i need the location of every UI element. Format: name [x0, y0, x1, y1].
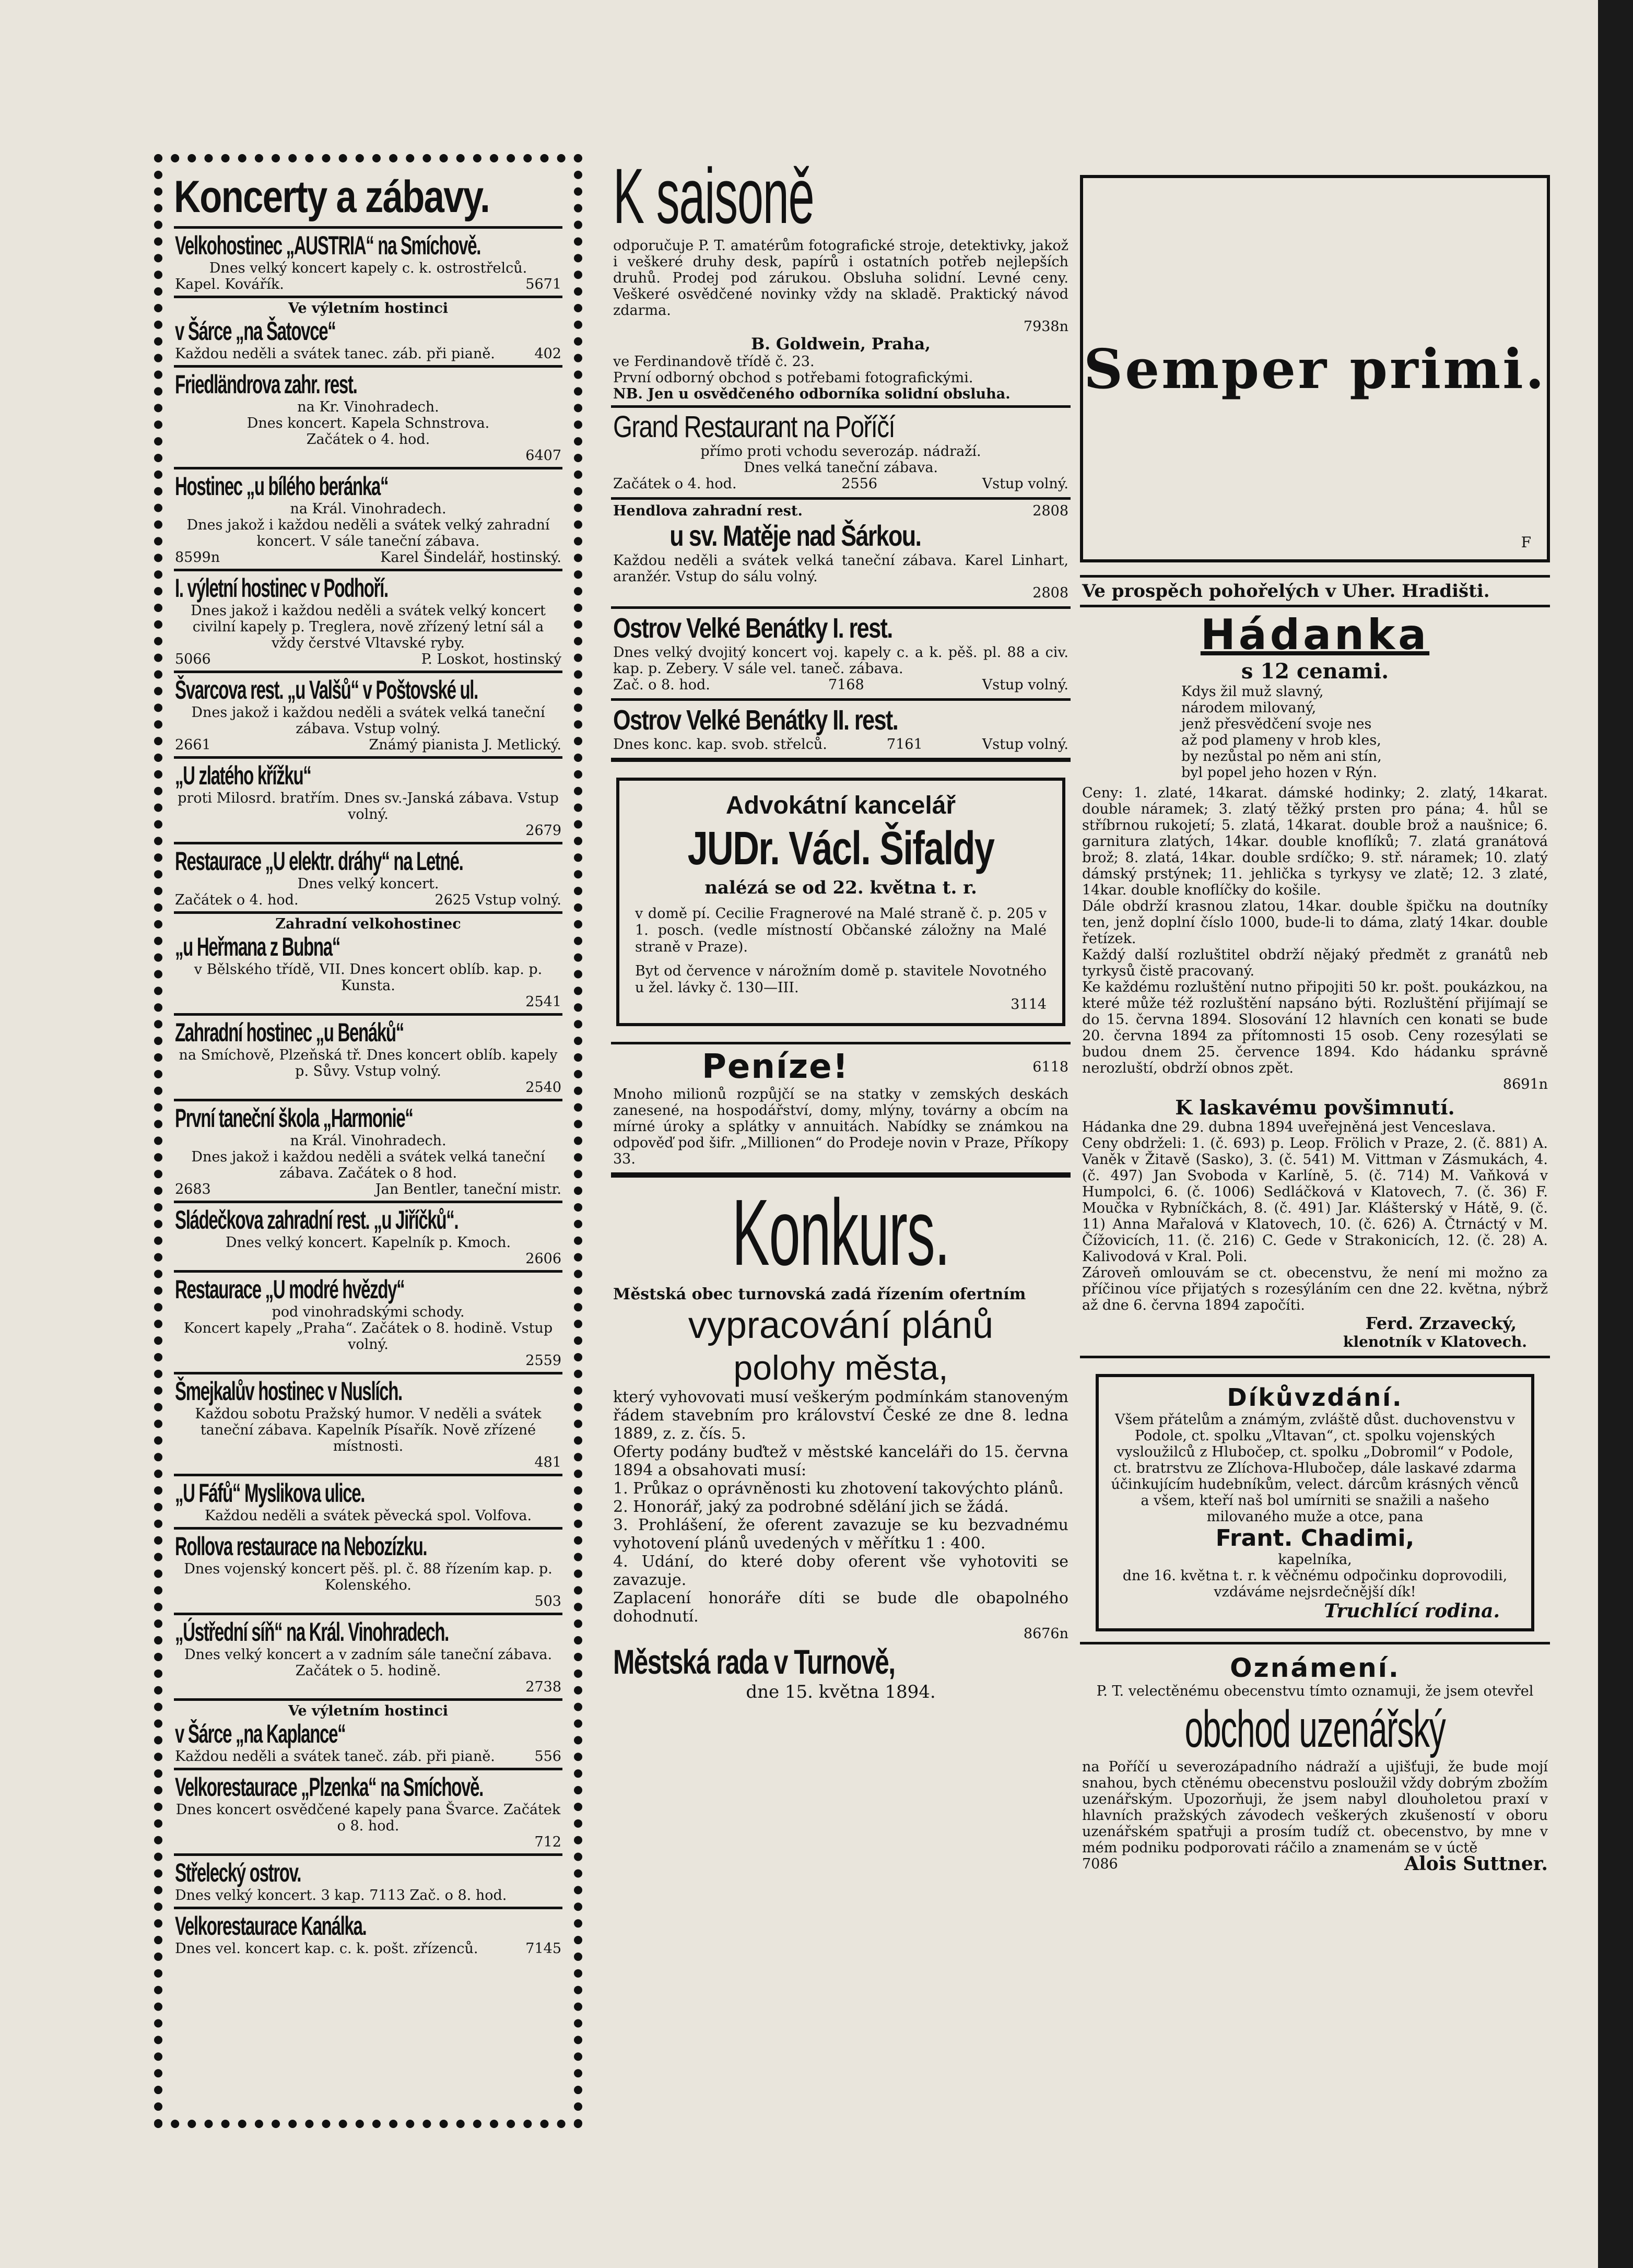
advocate-name: JUDr. Václ. Šifaldy	[687, 822, 994, 875]
concert-ad	[174, 368, 562, 469]
concert-title: „U Fáfů“ Myslikova ulice.	[175, 1478, 365, 1508]
concert-ad	[174, 571, 562, 673]
penize-title: Peníze!	[702, 1048, 849, 1086]
concert-footer-left: Začátek o 4. hod.	[175, 892, 299, 908]
concert-footer-left: 2661	[175, 737, 211, 753]
dik-name: Frant. Chadimi,	[1215, 1525, 1415, 1552]
concert-title: Velkorestaurace Kanálka.	[175, 1911, 367, 1941]
concert-ad	[174, 229, 562, 298]
concert-title: Sládečkova zahradní rest. „u Jiříčků“.	[175, 1205, 459, 1235]
konkurs-p3: Zaplacení honoráře díti se bude dle obapolného dohodnutí.	[613, 1589, 1068, 1626]
hadanka-ad	[1080, 607, 1550, 1358]
concert-footer-right: 556	[534, 1748, 561, 1765]
grand-start: Začátek o 4. hod.	[613, 476, 737, 492]
dik-sign: Truchlící rodina.	[1324, 1600, 1500, 1622]
grand-line-1: přímo proti vchodu severozáp. nádraží.	[700, 443, 981, 460]
concert-ad	[174, 844, 562, 914]
concert-footer-left: Dnes vel. koncert kap. c. k. pošt. zřízenců.	[175, 1941, 478, 1957]
ostrov-2-num: 7161	[886, 736, 923, 753]
advocate-heading: Advokátní kancelář	[725, 792, 956, 819]
concert-footer	[175, 822, 561, 839]
poem-line-6: byl popel jeho hozen v Rýn.	[1181, 765, 1378, 781]
ozn-footer	[1082, 1853, 1548, 1875]
penize-text: Mnoho milionů rozpůjčí se na statky v zemských deskách zanesené, na hospodářství, domy, mlýny, továrny a obcím na mírné úroky a splátky v annuitách. Nabídky se známkou na odpověď pod šifr. „Millionen“ do Prodeje novin v Praze, Příkopy 33.	[613, 1086, 1068, 1167]
concert-title: I. výletní hostinec v Podhoří.	[175, 573, 388, 603]
ostrov-1-start: Zač. o 8. hod.	[613, 677, 710, 693]
concert-ad	[174, 673, 562, 759]
ostrov-1-entry: Vstup volný.	[982, 677, 1068, 693]
concert-footer-right: Jan Bentler, taneční mistr.	[375, 1181, 561, 1197]
hendl-header	[613, 503, 1068, 519]
concert-footer	[175, 1748, 561, 1765]
hadanka-sign-1: Ferd. Zrzavecký,	[1365, 1313, 1517, 1333]
penize-num: 6118	[1032, 1059, 1068, 1075]
konkurs-item-1: 1. Průkaz o oprávněnosti ku zhotovení takovýchto plánů.	[613, 1479, 1064, 1498]
hadanka-kezde: Ke každému rozluštění nutno připojiti 50 kr. pošt. poukázkou, na které může též rozluštění napsáno býti. Rozluštění přijímají se do 15. června 1894. Slosování 12 hlavních cen konati se bude 20. června 1894 za přítomnosti 15 osob. Ceny rozesýlati se budou dnem 25. července 1894. Kdo hádanku správně nerozluští, obdrží obnos zpět.	[1082, 979, 1548, 1076]
saison-ad	[611, 154, 1071, 408]
hendl-num-2: 2808	[1032, 585, 1068, 601]
konkurs-h1: vypracování plánů	[688, 1305, 994, 1346]
concert-line: Dnes velký koncert.	[297, 876, 439, 892]
hadanka-title: Hádanka	[1200, 610, 1430, 659]
dik-text-2: dne 16. května t. r. k věčnému odpočinku doprovodili, vzdáváme nejsrdečnější dík!	[1122, 1568, 1508, 1600]
saison-text: odporučuje P. T. amatérům fotografické stroje, detektivky, jakož i veškeré druhy desk, papírů i ostatních potřeb nejlepších druhů. Prodej pod zárukou. Obsluha solidní. Levné ceny. Veškeré osvědčené novinky vždy na skladě. Praktický návod zdarma.	[613, 238, 1068, 319]
concert-footer-right: 5671	[525, 276, 561, 292]
oznameni-ad	[1080, 1642, 1550, 1877]
concert-footer	[175, 448, 561, 464]
concert-footer-right: 481	[534, 1454, 561, 1471]
concert-ad	[174, 1701, 562, 1770]
advocate-sub: nalézá se od 22. května t. r.	[704, 877, 977, 898]
concert-line: Dnes velký koncert a v zadním sále taneční zábava. Začátek o 5. hodině.	[184, 1647, 553, 1679]
saison-note: První odborný obchod s potřebami fotografickými.	[613, 370, 973, 386]
hadanka-num: 8691n	[1502, 1076, 1548, 1092]
concert-ad	[174, 1530, 562, 1615]
hadanka-kazdy: Každý další rozluštitel obdrží nějaký předmět z granátů neb tyrkysů čistě pracovaný.	[1082, 947, 1548, 979]
saison-nb: NB. Jen u osvědčeného odborníka solidní obsluha.	[613, 386, 1011, 402]
hadanka-ceny: Ceny: 1. zlaté, 14karat. dámské hodinky; 2. zlatý, 14karat. double náramek; 3. zlatý těžký prsten pro pána; 4. hůl se stříbrnou rukojetí; 5. zlatá, 14karat. double brož a naušnice; 6. garnitura zlatých, 14kar. double knoflíků; 7. zlatá granátová brož; 8. zlatá, 14kar. double srdíčko; 9. stř. náramek; 10. zlatý dámský prstýnek; 11. jehlička s tyrkysy ve zlatě; 12. 3 zlaté, 14kar. double knoflíčky do košile.	[1082, 785, 1548, 898]
concert-footer	[175, 994, 561, 1010]
concert-ad	[174, 1476, 562, 1530]
concert-footer	[175, 1593, 561, 1609]
concert-ad	[174, 1374, 562, 1476]
concert-line: Dnes vojenský koncert pěš. pl. č. 88 řízením kap. p. Kolenského.	[184, 1561, 553, 1593]
concert-title: v Šárce „na Kaplance“	[175, 1719, 346, 1748]
grand-title: Grand Restaurant na Poříčí	[613, 410, 895, 444]
concert-title: Restaurace „U elektr. dráhy“ na Letné.	[175, 847, 463, 876]
concerts-header: Koncerty a zábavy.	[174, 172, 562, 229]
ostrov-2-ad	[611, 701, 1071, 762]
concert-footer-right: 712	[534, 1834, 561, 1850]
konkurs-date: dne 15. května 1894.	[746, 1682, 936, 1702]
concert-footer-right: P. Loskot, hostinský	[421, 651, 561, 667]
concert-footer	[175, 346, 561, 362]
concert-title: v Šárce „na Šatovce“	[175, 316, 336, 346]
hadanka-sub: s 12 cenami.	[1241, 659, 1389, 684]
concert-title: Velkohostinec „AUSTRIA“ na Smíchově.	[175, 231, 481, 260]
concert-title: „Ústřední síň“ na Král. Vinohradech.	[175, 1617, 449, 1647]
concert-footer	[175, 1679, 561, 1695]
hadanka-dale: Dále obdrží krasnou zlatou, 14kar. double špičku na doutníky ten, jenž doplní číslo 1000, bude-li to dáma, zlatý 14kar. double řetízek.	[1082, 898, 1548, 947]
concert-ad	[174, 469, 562, 571]
concert-footer-right: 503	[534, 1593, 561, 1609]
ozn-big: obchod uzenářský	[1184, 1700, 1446, 1758]
concert-pre: Zahradní velkohostinec	[275, 916, 461, 932]
konkurs-item-2: 2. Honorář, jaký za podrobné sdělání jich se žádá.	[613, 1498, 1009, 1516]
right-column	[1080, 154, 1550, 2128]
concert-footer-right: Známý pianista J. Metlický.	[369, 737, 561, 753]
concert-footer-left: 5066	[175, 651, 211, 667]
concert-footer	[175, 737, 561, 753]
concert-line: pod vinohradskými schody.	[272, 1304, 465, 1320]
ostrov-1-footer	[613, 677, 1068, 693]
hadanka-poem	[1082, 684, 1548, 781]
hendl-pre: Hendlova zahradní rest.	[613, 503, 803, 519]
penize-header	[613, 1048, 1068, 1086]
grand-line-2: Dnes velká taneční zábava.	[743, 460, 938, 476]
konkurs-sign: Městská rada v Turnově,	[613, 1642, 895, 1681]
konkurs-item-4: 4. Udání, do které doby oferent vše vyhotoviti se zavazuje.	[613, 1553, 1068, 1589]
ozn-title: Oznámení.	[1230, 1653, 1400, 1683]
concert-footer-right: 6407	[525, 448, 561, 464]
semper-mark: F	[1521, 534, 1531, 551]
concert-line: na Smíchově, Plzeňská tř. Dnes koncert oblíb. kapely p. Sůvy. Vstup volný.	[179, 1047, 558, 1079]
hendl-title: u sv. Matěje nad Šárkou.	[669, 519, 921, 552]
concert-line: na Král. Vinohradech.	[290, 501, 447, 517]
saison-address: ve Ferdinandově třídě č. 23.	[613, 354, 815, 370]
poem-line-4: až pod plameny v hrob kles,	[1181, 732, 1381, 748]
semper-primi-ad	[1080, 175, 1550, 562]
concert-line: Dnes jakož i každou neděli a svátek velký koncert civilní kapely p. Treglera, nově zřízený letní sál a vždy čerstvé Vltavské ryby.	[191, 603, 546, 651]
concert-footer	[175, 651, 561, 667]
semper-primi-text: Semper primi.	[1084, 336, 1546, 401]
concert-title: Velkorestaurace „Plzenka“ na Smíchově.	[175, 1772, 483, 1802]
concert-footer	[175, 276, 561, 292]
ostrov-2-footer	[613, 736, 1068, 753]
dik-text: Všem přátelům a známým, zvláště důst. duchovenstvu v Podole, ct. spolku „Vltavan“, ct. spolku vojenských vysloužilců z Hlubočep, ct. spolku „Dobromil“ v Podole, ct. bratrstvu ze Zlíchova-Hlubočep, dále laskavé zdarma účinkujícím hudebníkům, velect. dárcům krásných věnců a všem, kteří naš bol umírniti se snažili a našeho milovaného muže a otce, pana	[1111, 1412, 1519, 1525]
concert-footer-right: 2559	[525, 1353, 561, 1369]
concert-footer-left: 8599n	[175, 549, 220, 566]
concerts-column	[154, 154, 582, 2128]
ostrov-2-text: Dnes konc. kap. svob. střelců.	[613, 736, 827, 753]
concert-line: Dnes jakož i každou neděli a svátek velká taneční zábava. Vstup volný.	[191, 704, 545, 737]
hadanka-sign-2: klenotník v Klatovech.	[1343, 1333, 1527, 1350]
advocate-num: 3114	[1011, 996, 1047, 1013]
konkurs-h2: polohy města,	[733, 1348, 948, 1387]
hadanka-winners: Ceny obdrželi: 1. (č. 693) p. Leop. Frölich v Praze, 2. (č. 881) A. Vaněk v Žitavě (Sasko), 3. (č. 541) M. Vittman v Zásmukách, 4. (č. 497) Jan Svoboda v Karlíně, 5. (č. 714) M. Vaňková v Humpolci, 6. (č. 1006) Sedláčková v Klatovech, 7. (č. 36) F. Moučka v Rybníčkách, 8. (č. 491) Jar. Klášterský v Hátě, 9. (č. 11) Anna Mařalová v Klatovech, 10. (č. 626) A. Čtrnáctý v M. Čížovicích, 11. (č. 216) C. Gede v Strakonicích, 12. (č. 28) A. Kalivodová v Kral. Poli.	[1082, 1135, 1548, 1265]
concert-ad	[174, 1016, 562, 1101]
saison-num: 7938n	[1023, 319, 1068, 335]
concert-footer-right: 2625 Vstup volný.	[434, 892, 561, 908]
dik-title: Díkůvzdání.	[1227, 1383, 1403, 1412]
concert-title: Friedländrova zahr. rest.	[175, 370, 357, 399]
concert-footer	[175, 1834, 561, 1850]
concert-footer	[175, 1181, 561, 1197]
concert-footer-right: 2679	[525, 822, 561, 839]
konkurs-text: který vyhovovati musí veškerým podmínkám stanoveným řádem stavebním pro království České ze dne 8. ledna 1889, z. z. čís. 5.	[613, 1388, 1068, 1443]
concert-line: na Král. Vinohradech.	[290, 1133, 447, 1149]
concert-line: na Kr. Vinohradech.	[297, 399, 439, 415]
concert-footer	[175, 1079, 561, 1096]
middle-column	[611, 154, 1071, 2128]
concert-title: Rollova restaurace na Nebozízku.	[175, 1532, 427, 1561]
concert-footer-left: Každou neděli a svátek tanec. záb. při pianě.	[175, 346, 495, 362]
concert-footer-left: Kapel. Kovářík.	[175, 276, 284, 292]
concert-ad	[174, 759, 562, 844]
poem-line-2: národem milovaný,	[1181, 700, 1317, 716]
ostrov-1-text: Dnes velký dvojitý koncert voj. kapely c. a k. pěš. pl. 88 a civ. kap. p. Zebery. V sále vel. taneč. zábava.	[613, 644, 1068, 677]
grand-entry: Vstup volný.	[982, 476, 1068, 492]
concert-footer-left: Každou neděli a svátek taneč. záb. při pianě.	[175, 1748, 495, 1765]
saison-title: K saisoně	[613, 154, 814, 240]
hendl-ad	[611, 500, 1071, 609]
concert-ad	[174, 1101, 562, 1203]
concert-footer-right: 2738	[525, 1679, 561, 1695]
concert-footer-right: 2541	[525, 994, 561, 1010]
concert-ad	[174, 1203, 562, 1273]
concert-ad	[174, 1615, 562, 1701]
concert-line: Dnes velký koncert. Kapelník p. Kmoch.	[225, 1235, 511, 1251]
ostrov-1-ad	[611, 609, 1071, 701]
penize-ad	[611, 1042, 1071, 1175]
saison-firm: B. Goldwein, Praha,	[751, 335, 931, 354]
concert-line: Každou neděli a svátek pěvecká spol. Volfova.	[204, 1508, 532, 1524]
concert-title: „U zlatého křížku“	[175, 761, 311, 790]
concert-line: Dnes koncert osvědčené kapely pana Švarce. Začátek o 8. hod.	[175, 1802, 561, 1834]
hendl-text: Každou neděli a svátek velká taneční zábava. Karel Linhart, aranžér. Vstup do sálu volný.	[613, 553, 1068, 585]
konkurs-num: 8676n	[1023, 1626, 1068, 1642]
concert-ad	[174, 1273, 562, 1374]
ozn-text: na Poříčí u severozápadního nádraží a ujišťuji, že bude mojí snahou, bych ctěnému obecenstvu posloužil vždy dobrým zbožím uzenářským. Upozorňuji, že jsem nabyl dlouholetou praxí v hlavních pražských závodech veškerých zkušeností v oboru uzenářském spatřuji a prosím tudíž ct. obecenstvo, by mne v mém podniku podporovati ráčilo a znamenám se v úctě	[1082, 1759, 1548, 1856]
concert-footer-right: 7145	[525, 1941, 561, 1957]
concert-title: „u Heřmana z Bubna“	[175, 932, 340, 961]
concert-line: Začátek o 4. hod.	[306, 431, 430, 448]
grand-num: 2556	[841, 476, 877, 492]
konkurs-title-wrap	[613, 1181, 1068, 1285]
concert-footer	[175, 1887, 561, 1903]
concert-footer	[175, 1353, 561, 1369]
concert-ad	[174, 1770, 562, 1856]
hadanka-apology: Zároveň omlouvám se ct. obecenstvu, že není mi možno za příčinou více přijatých s rozesýláním cen dne 22. května, nýbrž až dne 6. června 1894 započíti.	[1082, 1265, 1548, 1313]
poem-line-1: Kdys žil muž slavný,	[1181, 684, 1324, 700]
konkurs-item-3: 3. Prohlášení, že oferent zavazuje se ku bezvadnému vyhotovení plánů uvedených v měřítku 1 : 400.	[613, 1516, 1068, 1553]
advocate-text-2: Byt od července v nárožním domě p. stavitele Novotného u žel. lávky č. 130—III.	[635, 963, 1047, 996]
laskav-text: Hádanka dne 29. dubna 1894 uveřejněná jest Venceslava.	[1082, 1119, 1496, 1135]
concerts-list	[174, 229, 562, 1960]
ostrov-2-entry: Vstup volný.	[982, 736, 1068, 753]
concert-ad	[174, 1909, 562, 1960]
ostrov-2-title: Ostrov Velké Benátky II. rest.	[613, 704, 898, 736]
advocate-text-1: v domě pí. Cecilie Fragnerové na Malé straně č. p. 205 v 1. posch. (vedle místností Občanské záložny na Malé straně v Praze).	[635, 906, 1047, 955]
concert-footer	[175, 892, 561, 908]
concert-footer-left: Dnes velký koncert. 3 kap. 7113 Zač. o 8. hod.	[175, 1887, 507, 1903]
concert-ad	[174, 914, 562, 1016]
concert-title: Hostinec „u bílého beránka“	[175, 472, 389, 501]
hendl-num: 2808	[1032, 503, 1068, 519]
concert-footer-right: 402	[534, 346, 561, 362]
concert-ad	[174, 298, 562, 368]
concert-footer	[175, 1454, 561, 1471]
prospech-line: Ve prospěch pohořelých v Uher. Hradišti.	[1080, 575, 1550, 607]
concert-footer-left: 2683	[175, 1181, 211, 1197]
concert-footer-right: Karel Šindelář, hostinský.	[380, 549, 561, 566]
poem-line-3: jenž přesvědčení svoje nes	[1181, 716, 1372, 732]
ozn-big-wrap	[1082, 1699, 1548, 1759]
grand-restaurant-ad	[611, 408, 1071, 500]
dik-role: kapelníka,	[1278, 1552, 1352, 1568]
poem-line-5: by nezůstal po něm ani stín,	[1181, 748, 1382, 765]
konkurs-p2: Oferty podány buďtež v městské kanceláři do 15. června 1894 a obsahovati musí:	[613, 1443, 1068, 1479]
ostrov-1-num: 7168	[828, 677, 864, 693]
ozn-intro: P. T. velectěnému obecenstvu tímto oznamuji, že jsem otevřel	[1096, 1683, 1534, 1699]
concert-line: Každou sobotu Pražský humor. V neděli a svátek taneční zábava. Kapelník Písařík. Nově zřízené místnosti.	[195, 1406, 542, 1454]
concert-footer-right: 2540	[525, 1079, 561, 1096]
ozn-sign: Alois Suttner.	[1404, 1853, 1548, 1875]
concert-line: proti Milosrd. bratřím. Dnes sv.-Janská zábava. Vstup volný.	[178, 790, 559, 822]
konkurs-ad	[611, 1175, 1071, 1708]
concert-ad	[174, 1856, 562, 1909]
concert-title: Střelecký ostrov.	[175, 1858, 301, 1887]
concert-line: Dnes koncert. Kapela Schnstrova.	[246, 415, 490, 431]
concert-footer-right: 2606	[525, 1251, 561, 1267]
laskav-title: K laskavému povšimnutí.	[1175, 1096, 1455, 1119]
concert-line: Dnes jakož i každou neděli a svátek velký zahradní koncert. V sále taneční zábava.	[186, 517, 550, 549]
concert-title: První taneční škola „Harmonie“	[175, 1103, 413, 1133]
konkurs-intro: Městská obec turnovská zadá řízením ofertním	[613, 1285, 1026, 1303]
concert-title: Švarcova rest. „u Valšů“ v Poštovské ul.	[175, 675, 478, 704]
ozn-num: 7086	[1082, 1856, 1118, 1872]
concert-title: Zahradní hostinec „u Benáků“	[175, 1018, 404, 1047]
concert-line: v Bělského třídě, VII. Dnes koncert oblíb. kap. p. Kunsta.	[194, 961, 543, 994]
grand-footer	[613, 476, 1068, 492]
concert-pre: Ve výletním hostinci	[288, 1703, 449, 1719]
konkurs-title: Konkurs.	[732, 1181, 950, 1285]
dikuvzdani-ad	[1096, 1374, 1534, 1631]
concert-footer	[175, 1251, 561, 1267]
concert-title: Restaurace „U modré hvězdy“	[175, 1275, 405, 1304]
concert-line: Dnes velký koncert kapely c. k. ostrostřelců.	[209, 260, 527, 276]
concert-footer	[175, 549, 561, 566]
concert-pre: Ve výletním hostinci	[288, 300, 449, 316]
page-edge	[1598, 0, 1633, 2268]
advocate-ad	[616, 778, 1065, 1026]
concert-title: Šmejkalův hostinec v Nuslích.	[175, 1377, 402, 1406]
concert-line: Koncert kapely „Praha“. Začátek o 8. hodině. Vstup volný.	[183, 1320, 553, 1353]
concert-line: Dnes jakož i každou neděli a svátek velká taneční zábava. Začátek o 8 hod.	[191, 1149, 545, 1181]
ostrov-1-title: Ostrov Velké Benátky I. rest.	[613, 613, 892, 644]
concert-footer	[175, 1941, 561, 1957]
